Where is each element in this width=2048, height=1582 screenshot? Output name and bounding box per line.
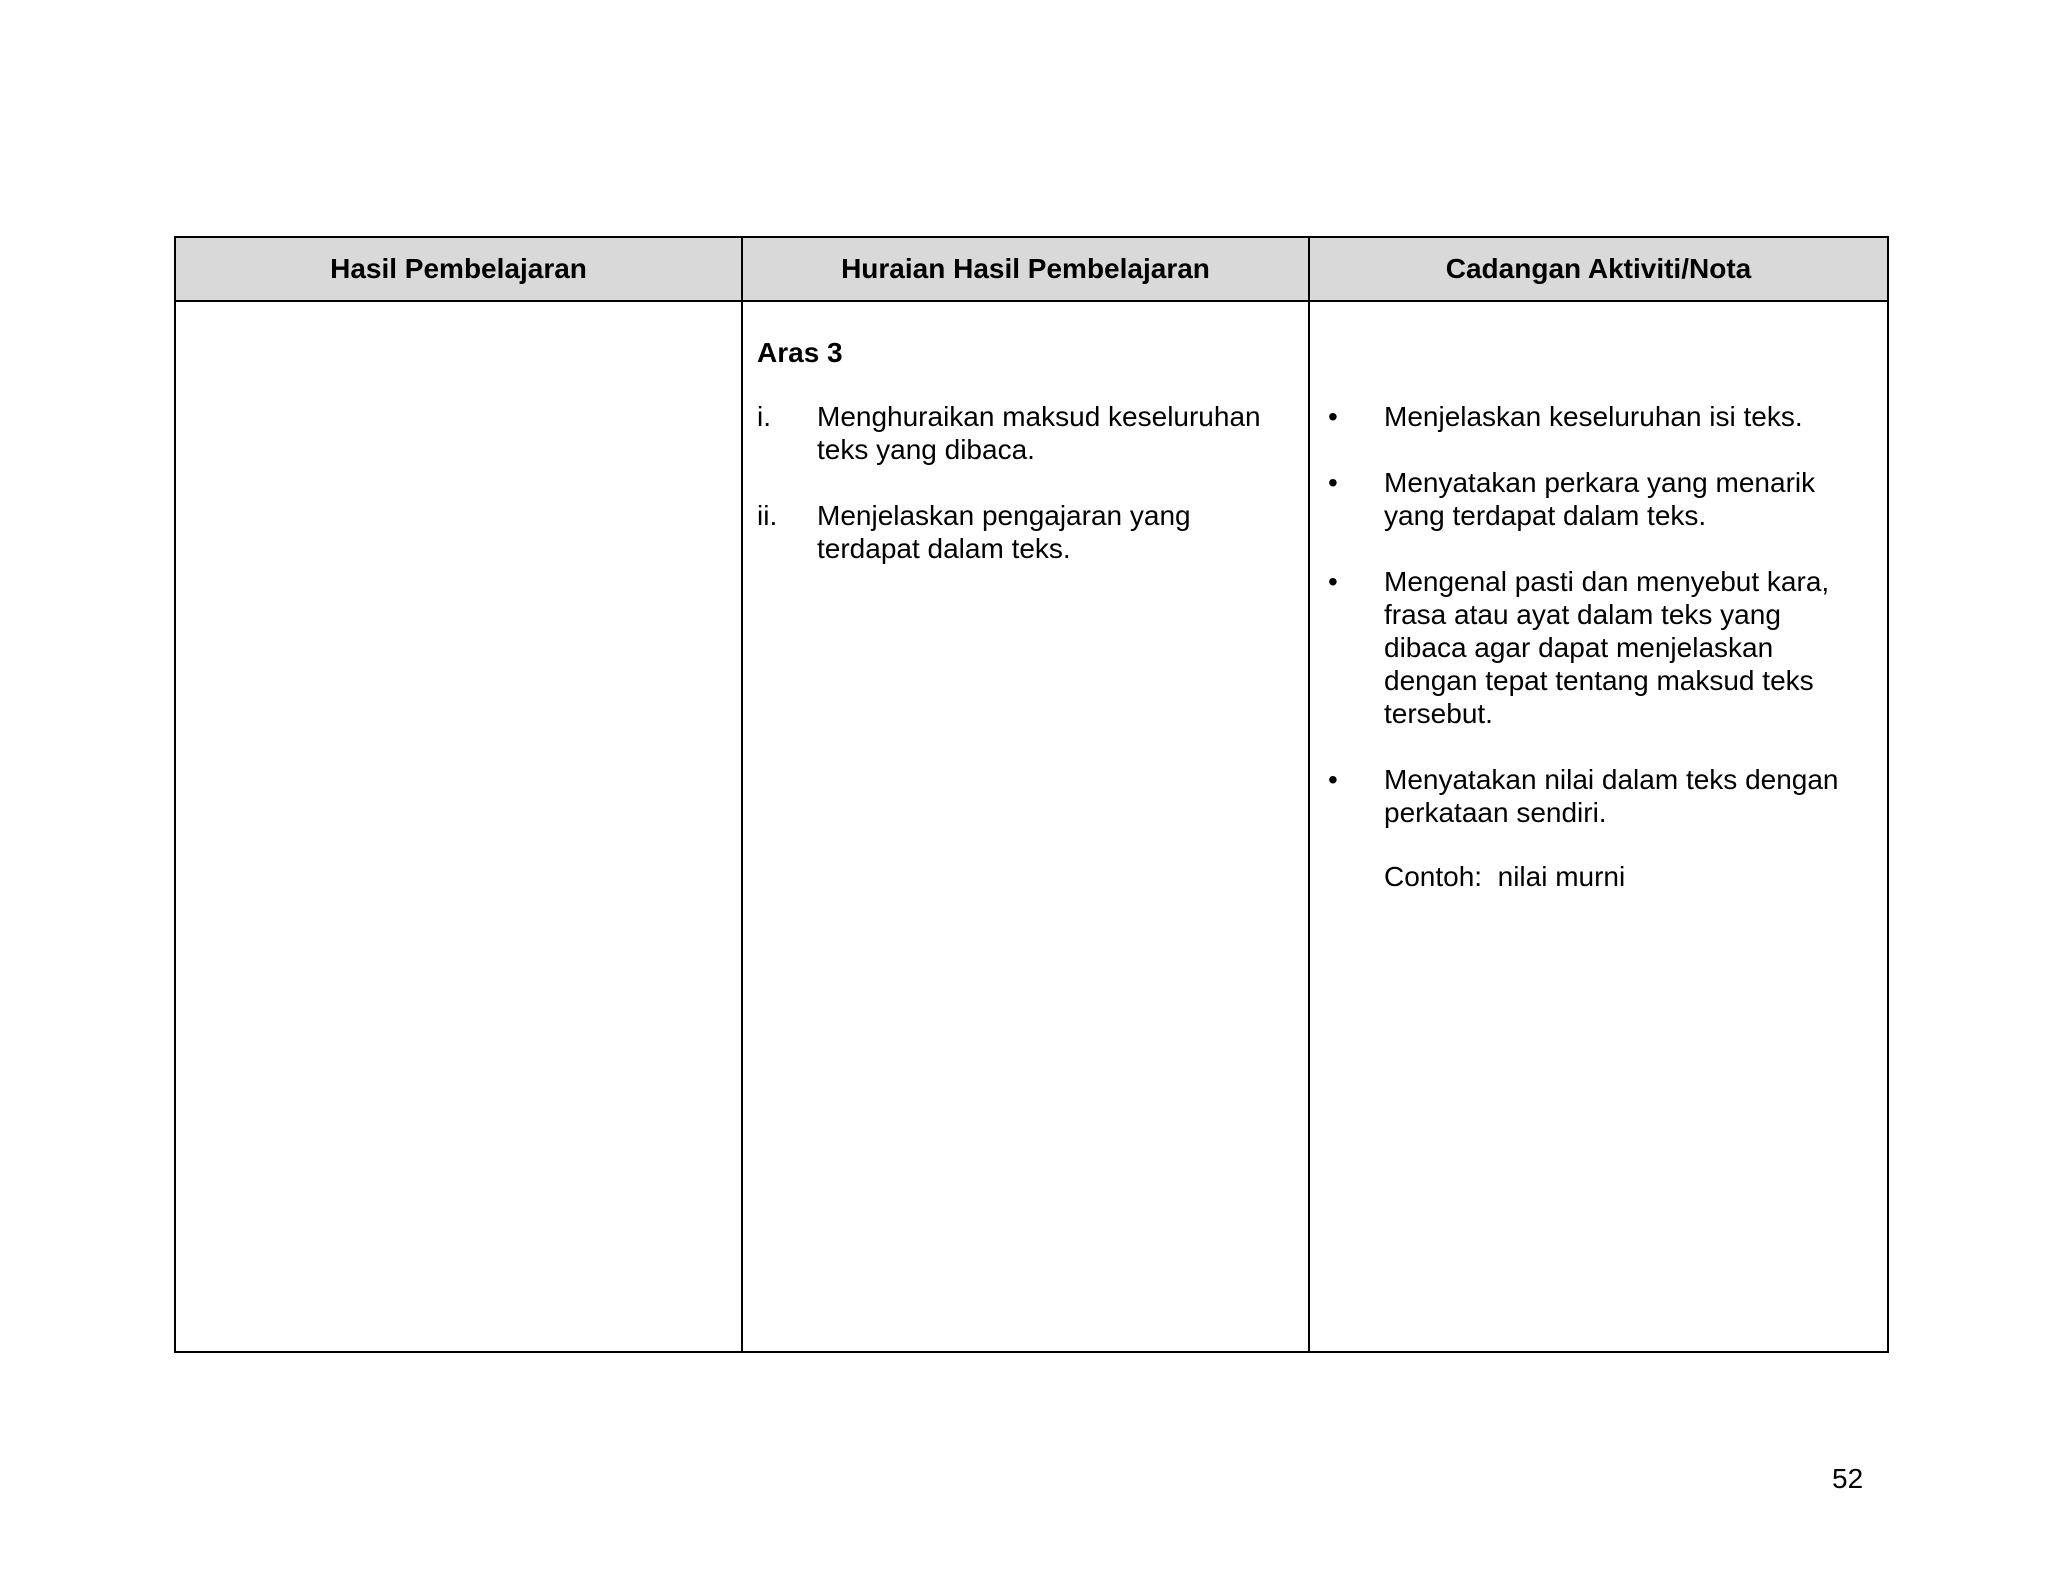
list-item (1324, 565, 1864, 730)
text-line: Menjelaskan keseluruhan isi teks. (1384, 401, 1803, 432)
activity-table (174, 236, 1889, 1353)
example-note: Contoh: nilai murni (1384, 861, 1626, 892)
list-item-marker: i. (757, 401, 771, 432)
page-number: 52 (1832, 1463, 1864, 1494)
list-item-text (1384, 400, 1864, 433)
list-item (757, 400, 1287, 466)
list-item (757, 499, 1287, 565)
text-line: Mengenal pasti dan menyebut kara, (1384, 566, 1830, 597)
text-line: Menyatakan perkara yang menarik (1384, 467, 1816, 498)
list-item-text (817, 499, 1287, 565)
list-item (1324, 466, 1864, 532)
text-line: Menjelaskan pengajaran yang (817, 500, 1191, 531)
text-line: frasa atau ayat dalam teks yang (1384, 599, 1781, 630)
text-line: Menghuraikan maksud keseluruhan (817, 401, 1261, 432)
header-learning-outcome: Hasil Pembelajaran (176, 238, 743, 302)
bullet-icon: • (1328, 764, 1338, 795)
level-heading: Aras 3 (757, 337, 843, 368)
list-item-marker: ii. (757, 500, 778, 531)
list-item (1324, 763, 1864, 829)
text-line: Menyatakan nilai dalam teks dengan (1384, 764, 1839, 795)
text-line: tersebut. (1384, 698, 1493, 729)
bullet-icon: • (1328, 467, 1338, 498)
outcome-list (757, 400, 1287, 598)
text-line: dibaca agar dapat menjelaskan (1384, 632, 1774, 663)
list-item (1324, 400, 1864, 433)
bullet-icon: • (1328, 566, 1338, 597)
cell-activity-notes (1310, 302, 1887, 1351)
cell-learning-outcome (176, 302, 743, 1351)
text-line: dengan tepat tentang maksud teks (1384, 665, 1814, 696)
cell-outcome-description (743, 302, 1310, 1351)
header-activity-notes: Cadangan Aktiviti/Nota (1310, 238, 1887, 302)
list-item-text (817, 400, 1287, 466)
text-line: yang terdapat dalam teks. (1384, 500, 1707, 531)
list-item-text (1384, 763, 1864, 829)
header-outcome-description: Huraian Hasil Pembelajaran (743, 238, 1310, 302)
activity-list (1324, 400, 1864, 862)
bullet-icon: • (1328, 401, 1338, 432)
list-item-text (1384, 565, 1864, 730)
text-line: perkataan sendiri. (1384, 797, 1607, 828)
text-line: terdapat dalam teks. (817, 533, 1071, 564)
list-item-text (1384, 466, 1864, 532)
text-line: teks yang dibaca. (817, 434, 1035, 465)
